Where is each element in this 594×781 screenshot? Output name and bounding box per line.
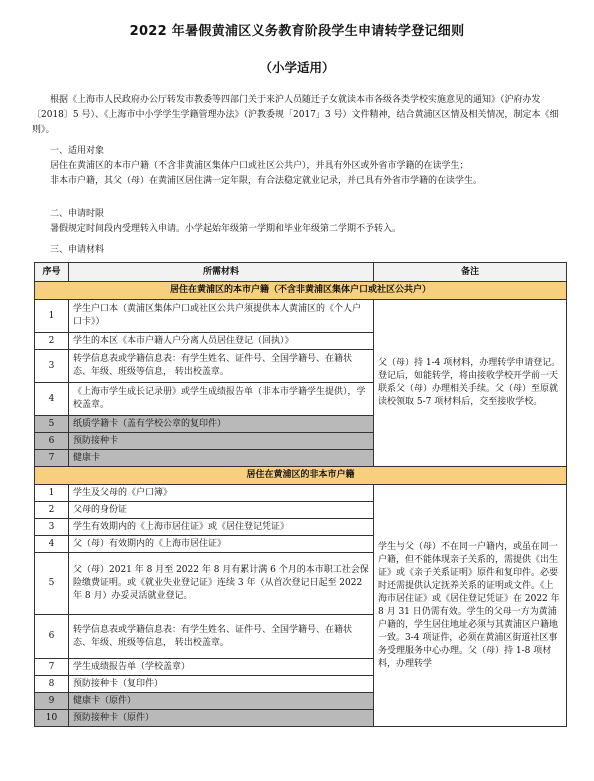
table-row	[35, 485, 567, 502]
row-material: 健康卡	[69, 450, 374, 467]
row-no: 8	[35, 676, 69, 693]
group-1-header	[35, 282, 567, 300]
row-no: 2	[35, 502, 69, 519]
section-1-para-1: 居住在黄浦区的本市户籍（不含非黄浦区集体户口或社区公共户），并具有外区或外省市学籍的在读学生；	[50, 161, 469, 171]
row-material: 《上海市学生成长记录册》或学生成绩报告单（非本市学籍学生提供），学校盖章。	[69, 383, 374, 416]
row-material: 预防接种卡（复印件）	[69, 676, 374, 693]
row-material: 学生成绩报告单（学校盖章）	[69, 659, 374, 676]
group-1-note: 父（母）持 1-4 项材料，办理转学申请登记。登记后，如能转学，将由接收学校开学前一天联系父（母）办理相关手续。父（母）至原就读校领取 5-7 项材料后，交至接收学校。	[374, 300, 567, 467]
group-2-header	[35, 467, 567, 485]
row-material: 学生有效期内的《上海市居住证》或《居住登记凭证》	[69, 519, 374, 536]
table-row	[35, 300, 567, 333]
row-no: 6	[35, 433, 69, 450]
row-no: 1	[35, 300, 69, 333]
row-no: 6	[35, 615, 69, 659]
row-material: 学生户口本（黄浦区集体户口或社区公共户须提供本人黄浦区的《个人户口卡》）	[69, 300, 374, 333]
row-no: 7	[35, 450, 69, 467]
row-material: 预防接种卡	[69, 433, 374, 450]
header-material: 所需材料	[69, 263, 374, 282]
intro-paragraph: 根据《上海市人民政府办公厅转发市教委等四部门关于来沪人员随迁子女就读本市各级各类学校实施意见的通知》（沪府办发〔2018〕5 号）、《上海市中小学学生学籍管理办法》（沪教委规「2017」3 号）文件精神，结合黄浦区区情及相关情况，制定本《细则》。	[32, 95, 559, 135]
row-no: 5	[35, 416, 69, 433]
row-material: 预防接种卡（原件）	[69, 710, 374, 727]
row-no: 4	[35, 383, 69, 416]
row-material: 父（母）有效期内的《上海市居住证》	[69, 536, 374, 553]
group-1-title: 居住在黄浦区的本市户籍（不含非黄浦区集体户口或社区公共户）	[35, 282, 567, 300]
header-no: 序号	[35, 263, 69, 282]
row-no: 4	[35, 536, 69, 553]
section-3-heading: 三、申请材料	[50, 245, 105, 255]
row-no: 3	[35, 350, 69, 383]
row-material: 健康卡（原件）	[69, 693, 374, 710]
row-no: 7	[35, 659, 69, 676]
row-material: 转学信息表或学籍信息表：有学生姓名、证件号、全国学籍号、在籍状态、年级、班级等信息， 转出校盖章。	[69, 615, 374, 659]
row-no: 2	[35, 333, 69, 350]
row-material: 纸质学籍卡（盖有学校公章的复印件）	[69, 416, 374, 433]
row-material: 学生的本区《本市户籍人户分离人员居住登记（回执）》	[69, 333, 374, 350]
group-2-note: 学生与父（母）不在同一户籍内，或虽在同一户籍，但不能体现亲子关系的，需提供《出生证》或《亲子关系证明》原件和复印件。必要时还需提供认定抚养关系的证明或文件。《上海市居住证》或《居住登记凭证》在 2022 年 8 月 31 日仍需有效。学生的父母一方为黄浦户籍的，学生居住地址必须与其黄浦区户籍地一致。3-4 项证件，必须在黄浦区街道社区事务受理服务中心办理。父（母）持 1-8 项材料，办理转学	[374, 485, 567, 727]
section-2-heading: 二、申请时限	[50, 209, 105, 219]
document-title: 2022 年暑假黄浦区义务教育阶段学生申请转学登记细则	[129, 24, 465, 39]
header-note: 备注	[374, 263, 567, 282]
row-no: 1	[35, 485, 69, 502]
materials-table	[34, 262, 567, 727]
row-no: 9	[35, 693, 69, 710]
document-subtitle: （小学适用）	[259, 60, 335, 75]
group-2-title: 居住在黄浦区的非本市户籍	[35, 467, 567, 485]
section-2-para-1: 暑假规定时间段内受理转入申请。小学起始年级第一学期和毕业年级第二学期不予转入。	[50, 224, 402, 234]
section-1-heading: 一、适用对象	[50, 146, 105, 156]
table-header-row	[35, 263, 567, 282]
row-material: 父母的身份证	[69, 502, 374, 519]
row-no: 10	[35, 710, 69, 727]
row-no: 3	[35, 519, 69, 536]
row-material: 转学信息表或学籍信息表：有学生姓名、证件号、全国学籍号、在籍状态、年级、班级等信息， 转出校盖章。	[69, 350, 374, 383]
row-no: 5	[35, 553, 69, 615]
section-1-para-2: 非本市户籍，其父（母）在黄浦区居住满一定年限，有合法稳定就业记录，并已具有外省市学籍的在读学生。	[50, 176, 483, 186]
row-material: 父（母）2021 年 8 月至 2022 年 8 月有累计满 6 个月的本市职工社会保险缴费证明。或《就业失业登记证》连续 3 年（从首次登记日起至 2022 年 8 月）办妥灵活就业登记。	[69, 553, 374, 615]
row-material: 学生及父母的《户口簿》	[69, 485, 374, 502]
